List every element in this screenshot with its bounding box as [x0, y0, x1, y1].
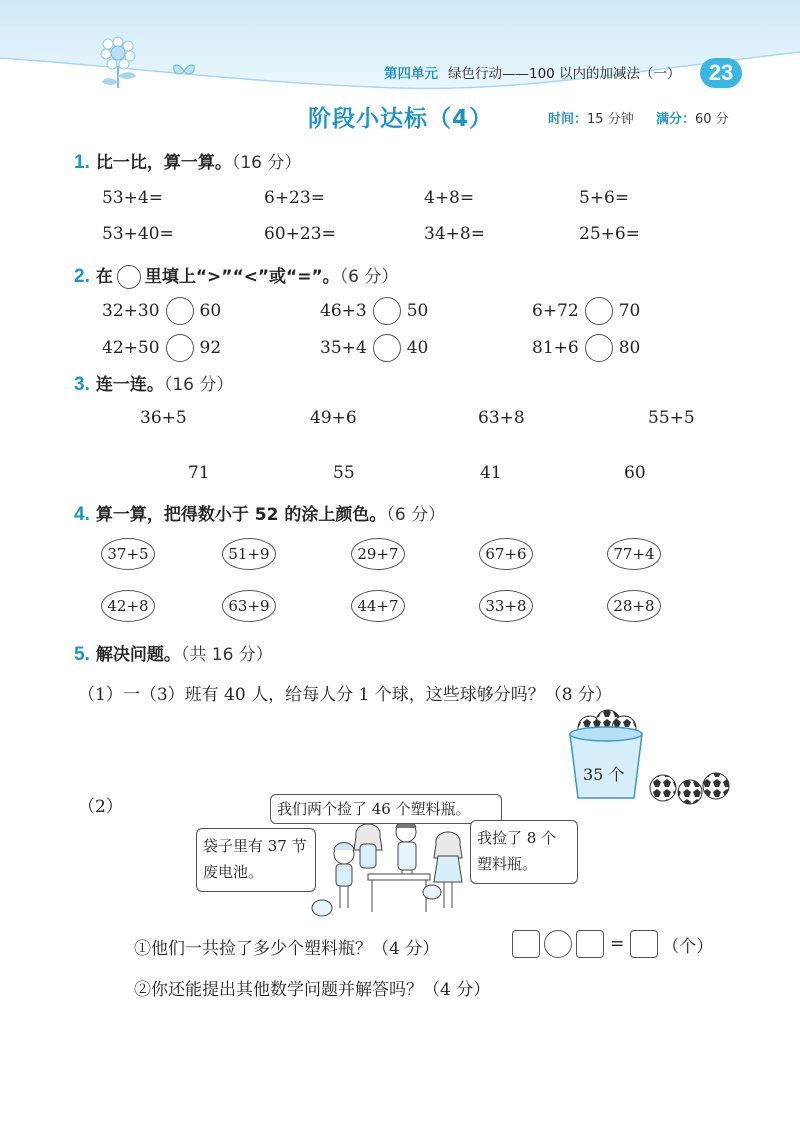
compare-right: 92 — [199, 338, 222, 358]
question-number: 3. — [74, 374, 90, 395]
speech-bubble-left — [196, 828, 316, 892]
bucket-label: 35 个 — [583, 765, 625, 784]
unit-subtitle: 绿色行动——100 以内的加减法（一） — [448, 66, 681, 82]
oval-expression[interactable]: 63+9 — [222, 590, 276, 622]
question-text: 连一连。 — [95, 375, 164, 395]
question-text: 解决问题。 — [95, 645, 181, 665]
question-number: 2. — [74, 266, 90, 287]
equation: 34+8= — [424, 224, 485, 244]
question-2-heading — [74, 262, 398, 289]
compare-item — [102, 297, 221, 325]
question-text: 比一比，算一算。 — [95, 153, 232, 173]
question-number: 5. — [74, 644, 90, 665]
equation: 4+8= — [424, 188, 475, 208]
question-points: （6 分） — [339, 267, 399, 287]
score-label: 满分： — [655, 112, 695, 127]
unit-title — [384, 62, 681, 82]
compare-right: 80 — [618, 338, 641, 358]
sunflower-icon — [98, 36, 148, 88]
question-points: （16 分） — [231, 153, 302, 173]
bubble-line: 塑料瓶。 — [477, 855, 538, 873]
answer-box[interactable] — [576, 930, 604, 958]
compare-item — [102, 334, 221, 362]
speech-bubble-right — [470, 820, 578, 884]
compare-left: 81+6 — [532, 338, 579, 358]
equals-sign: = — [610, 934, 625, 954]
match-expression[interactable]: 55+5 — [648, 408, 695, 428]
question-4-heading — [74, 500, 445, 526]
oval-expression[interactable]: 51+9 — [222, 538, 276, 570]
answer-circle[interactable] — [373, 297, 401, 325]
question-points: （16 分） — [163, 375, 234, 395]
children-illustration — [308, 812, 468, 920]
question-text: 算一算，把得数小于 52 的涂上颜色。 — [95, 505, 387, 525]
operator-circle[interactable] — [544, 930, 572, 958]
compare-right: 60 — [199, 301, 222, 321]
question-number: 4. — [74, 504, 90, 525]
compare-left: 6+72 — [532, 301, 579, 321]
time-label: 时间： — [548, 112, 588, 127]
subquestion-1: （1）一（3）班有 40 人，给每人分 1 个球，这些球够分吗？（8 分） — [78, 685, 612, 705]
compare-item — [320, 297, 428, 325]
answer-circle[interactable] — [585, 297, 613, 325]
oval-expression[interactable]: 67+6 — [479, 538, 533, 570]
compare-right: 50 — [406, 301, 429, 321]
oval-expression[interactable]: 29+7 — [351, 538, 405, 570]
equation: 60+23= — [264, 224, 336, 244]
compare-item — [532, 334, 640, 362]
match-expression[interactable]: 63+8 — [478, 408, 525, 428]
compare-left: 42+50 — [102, 338, 160, 358]
time-info — [548, 108, 729, 127]
subquestion-2-label: （2） — [78, 797, 123, 817]
match-expression[interactable]: 36+5 — [140, 408, 187, 428]
answer-box[interactable] — [512, 930, 540, 958]
subquestion-2-part-a: ①他们一共捡了多少个塑料瓶？（4 分） — [134, 939, 440, 959]
compare-right: 70 — [618, 301, 641, 321]
match-answer[interactable]: 55 — [333, 463, 355, 483]
oval-expression[interactable]: 44+7 — [351, 590, 405, 622]
equation: 25+6= — [579, 224, 640, 244]
oval-expression[interactable]: 77+4 — [607, 538, 661, 570]
question-points: （6 分） — [386, 505, 446, 525]
oval-expression[interactable]: 28+8 — [607, 590, 661, 622]
oval-expression[interactable]: 42+8 — [101, 590, 155, 622]
match-answer[interactable]: 60 — [624, 463, 646, 483]
question-points: （共 16 分） — [180, 645, 273, 665]
match-answer[interactable]: 71 — [188, 463, 210, 483]
answer-circle[interactable] — [585, 334, 613, 362]
question-5-heading — [74, 640, 273, 666]
match-expression[interactable]: 49+6 — [310, 408, 357, 428]
question-text-pre: 在 — [95, 267, 113, 287]
answer-unit: （个） — [662, 936, 714, 957]
ball-bucket-illustration — [562, 708, 738, 812]
equation: 53+40= — [102, 224, 174, 244]
unit-label: 第四单元 — [384, 66, 438, 82]
score-value: 60 分 — [695, 112, 729, 127]
page-number-badge: 23 — [700, 58, 742, 88]
page-title: 阶段小达标（4） — [308, 106, 494, 132]
speech-bubble-top: 我们两个捡了 46 个塑料瓶。 — [270, 794, 502, 824]
compare-left: 32+30 — [102, 301, 160, 321]
compare-item — [320, 334, 428, 362]
time-value: 15 分钟 — [587, 112, 634, 127]
compare-left: 46+3 — [320, 301, 367, 321]
equation: 53+4= — [102, 188, 163, 208]
equation: 6+23= — [264, 188, 325, 208]
question-3-heading — [74, 370, 233, 396]
bubble-line: 废电池。 — [203, 863, 264, 881]
question-number: 1. — [74, 152, 90, 173]
answer-circle[interactable] — [166, 334, 194, 362]
subquestion-2-part-b: ②你还能提出其他数学问题并解答吗？（4 分） — [134, 980, 491, 1000]
answer-equation — [512, 930, 713, 958]
question-1-heading — [74, 148, 301, 174]
compare-left: 35+4 — [320, 338, 367, 358]
bubble-line: 我捡了 8 个 — [477, 829, 557, 847]
butterfly-icon — [172, 62, 196, 80]
question-text-post: 里填上“>”“<”或“=”。 — [144, 267, 340, 287]
compare-right: 40 — [406, 338, 429, 358]
blank-circle-icon — [117, 265, 141, 289]
bubble-line: 袋子里有 37 节 — [203, 837, 307, 855]
equation: 5+6= — [579, 188, 630, 208]
result-box[interactable] — [630, 930, 658, 958]
oval-expression[interactable]: 37+5 — [101, 538, 155, 570]
match-answer[interactable]: 41 — [480, 463, 502, 483]
answer-circle[interactable] — [373, 334, 401, 362]
answer-circle[interactable] — [166, 297, 194, 325]
compare-item — [532, 297, 640, 325]
oval-expression[interactable]: 33+8 — [479, 590, 533, 622]
